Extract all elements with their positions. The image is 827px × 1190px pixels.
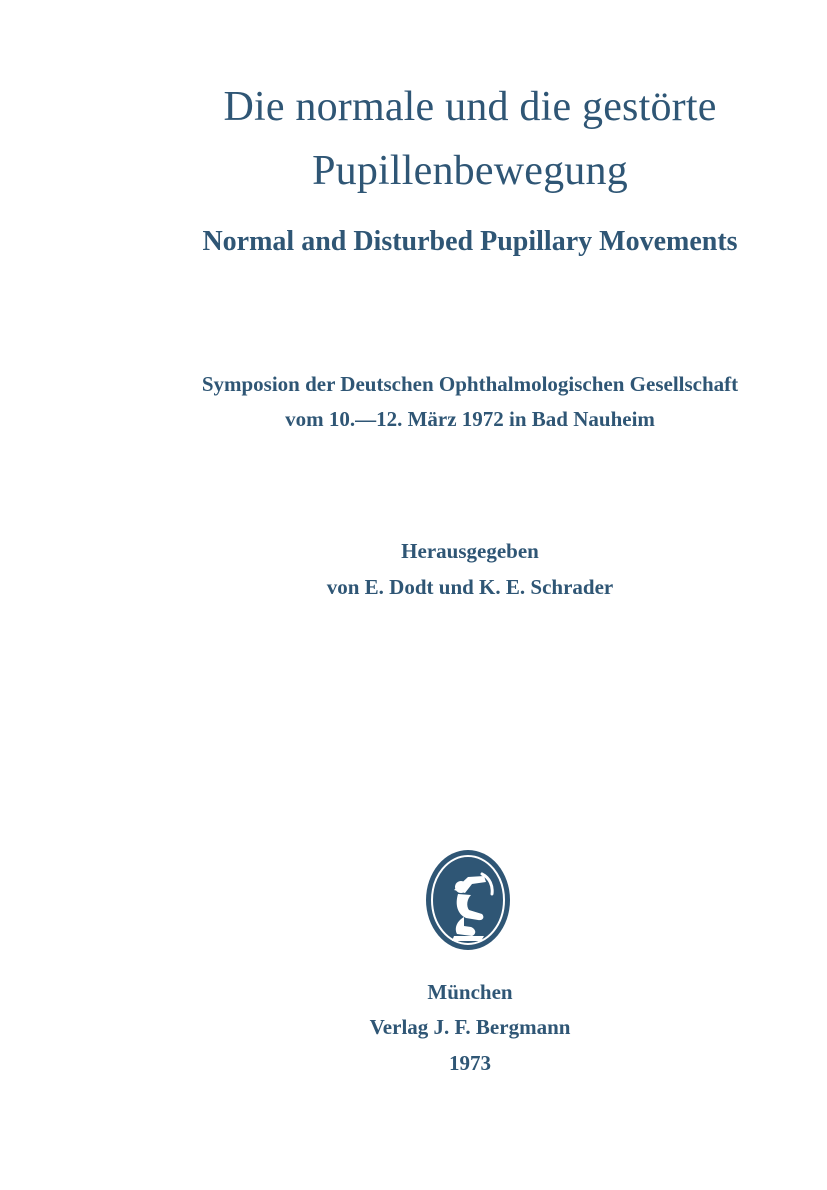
- publisher-name: Verlag J. F. Bergmann: [369, 1015, 571, 1039]
- title-german-line-2: Pupillenbewegung: [312, 148, 628, 194]
- symposion-line-1: Symposion der Deutschen Ophthalmologischen Gesellschaft: [201, 372, 739, 396]
- title-german-line-1: Die normale und die gestörte: [223, 84, 717, 130]
- symposion-line-2: vom 10.—12. März 1972 in Bad Nauheim: [285, 407, 655, 431]
- editors-line-2: von E. Dodt und K. E. Schrader: [326, 575, 614, 599]
- editors-line-1: Herausgegeben: [401, 539, 539, 563]
- publisher-place: München: [427, 980, 513, 1004]
- kneeling-figure-medallion-icon: [424, 848, 512, 952]
- title-english: Normal and Disturbed Pupillary Movements: [202, 226, 738, 257]
- publication-year: 1973: [449, 1051, 491, 1075]
